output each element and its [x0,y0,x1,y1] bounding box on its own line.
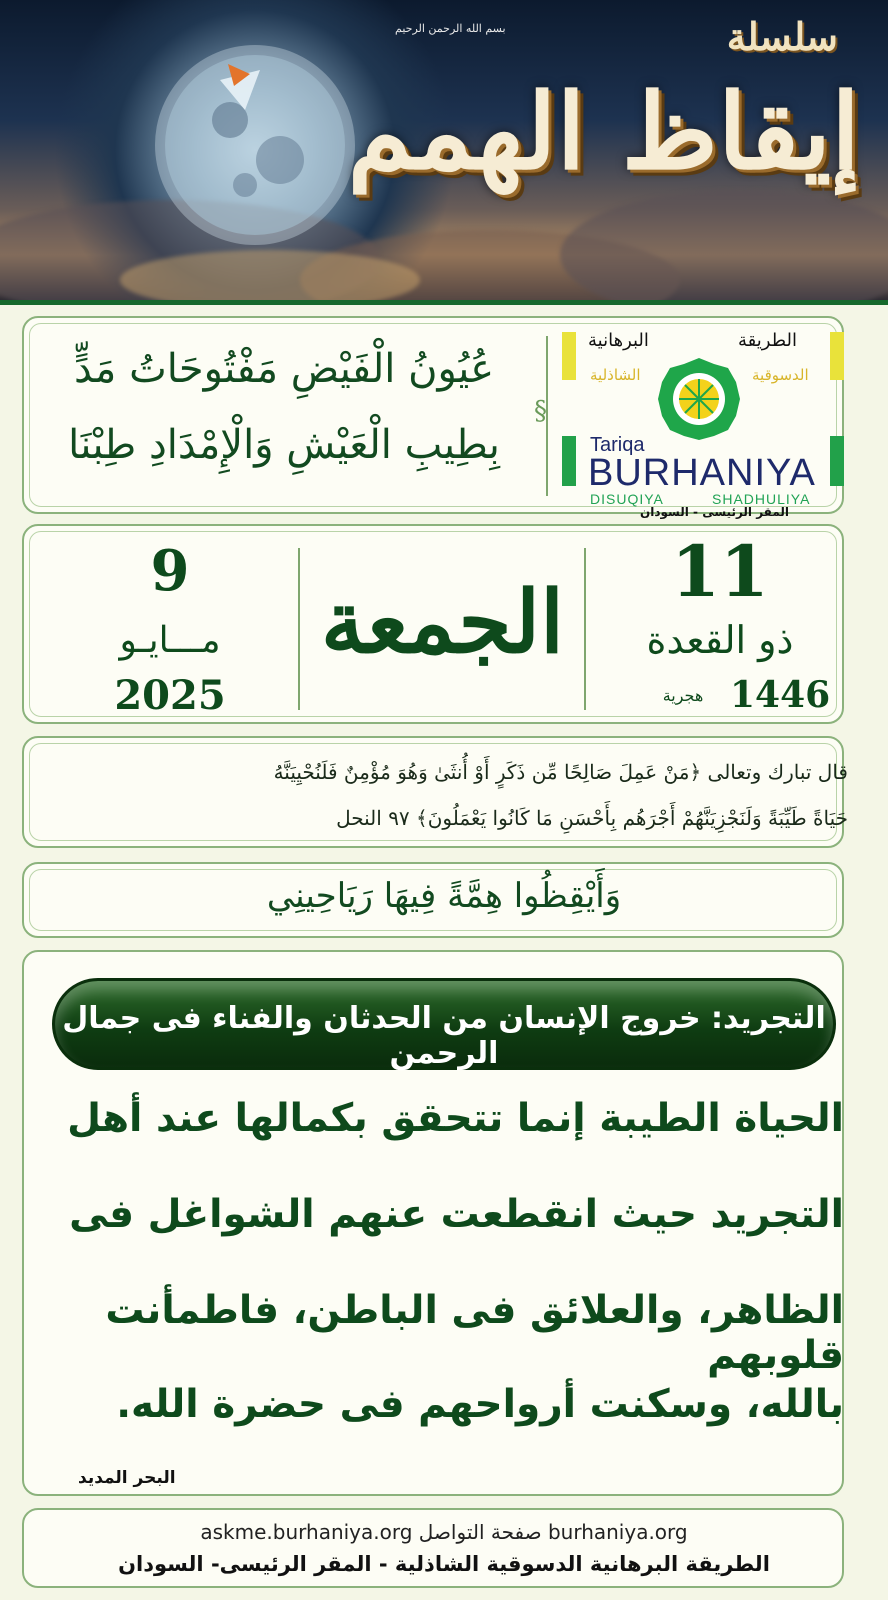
logo-burhaniya: BURHANIYA [588,452,816,494]
weekday: الجمعة [321,572,564,673]
body-line-4: بالله، وسكنت أرواحهم فى حضرة الله. [116,1382,844,1427]
green-bar-left [562,436,576,486]
logo-ar-burhaniya: البرهانية [588,330,649,351]
gregorian-month: مـــايـو [119,620,221,661]
body-line-2: التجريد حيث انقطعت عنهم الشواغل فى [69,1192,844,1237]
basmala: بسم الله الرحمن الرحيم [395,22,506,35]
slogan: وَأَيْقِظُوا هِمَّةً فِيهَا رَيَاحِينِي [266,876,622,916]
logo-ar-disuqiya: الدسوقية [752,366,809,384]
gregorian-year: 2025 [114,672,226,719]
hijri-year: 1446 [730,674,831,716]
footer-contact: askme.burhaniya.org صفحة التواصل burhaniya.org [200,1520,688,1544]
hijri-month: ذو القعدة [646,618,794,662]
yellow-bar-right [830,332,844,380]
yellow-bar-left [562,332,576,380]
hijri-label: هجرية [662,686,704,705]
moon-icon [150,40,360,250]
quran-line-1: قال تبارك وتعالى ﴿مَنْ عَمِلَ صَالِحًا مِّن ذَكَرٍ أَوْ أُنثَىٰ وَهُوَ مُؤْمِنٌ فَلَنُحْيِيَنَّهُ [273,760,848,784]
logo-hq: المقر الرئيسى - السودان [640,505,789,519]
hijri-day: 11 [671,530,769,613]
burhaniya-emblem-icon [656,356,742,442]
page-title: إيقاظ الهمم [347,70,860,193]
date-divider-left [298,548,300,710]
wisdom-line-1: عُيُونُ الْفَيْضِ مَفْتُوحَاتُ مَدٍّ [73,346,495,392]
footer-org: الطريقة البرهانية الدسوقية الشاذلية - المقر الرئيسى- السودان [118,1552,770,1576]
logo-ar-tariqa: الطريقة [738,330,797,351]
logo-ar-shadhuliya: الشاذلية [590,366,641,384]
quran-box [22,736,844,848]
flourish-icon: § [534,396,547,426]
header-banner [0,0,888,300]
logo-shadhuliya: SHADHULIYA [712,491,811,507]
body-line-1: الحياة الطيبة إنما تتحقق بكمالها عند أهل [67,1096,844,1141]
logo-disuqiya: DISUQIYA [590,491,664,507]
topic-title: التجريد: خروج الإنسان من الحدثان والفناء فى جمال الرحمن [62,1001,826,1071]
source-citation: البحر المديد [78,1468,176,1488]
date-divider-right [584,548,586,710]
gregorian-day: 9 [150,538,190,604]
divider [0,300,888,305]
series-label: سلسلة [726,14,838,59]
green-bar-right [830,436,844,486]
topic-banner [52,978,836,1070]
body-line-3: الظاهر، والعلائق فى الباطن، فاطمأنت قلوبهم [105,1288,844,1378]
wisdom-line-2: بِطِيبِ الْعَيْشِ وَالْإِمْدَادِ طِبْنَا [68,422,500,468]
logo-tariqa: Tariqa [590,434,645,456]
quran-line-2: حَيَاةً طَيِّبَةً وَلَنَجْزِيَنَّهُمْ أَجْرَهُم بِأَحْسَنِ مَا كَانُوا يَعْمَلُونَ﴾ ٩٧ النحل [336,806,848,830]
